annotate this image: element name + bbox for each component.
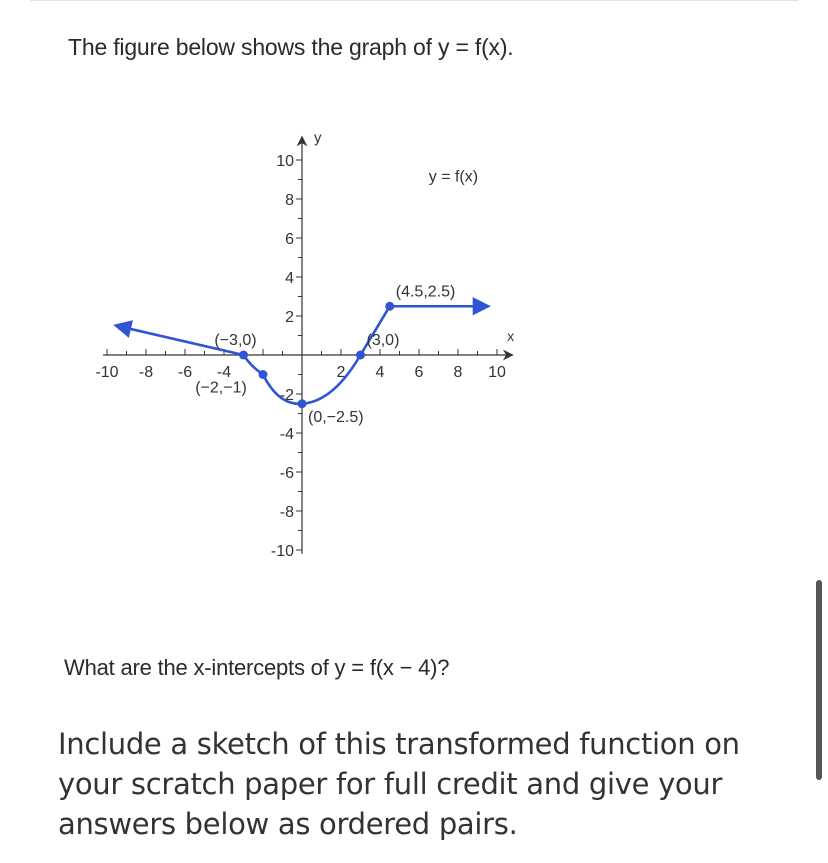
y-tick-label: 6: [285, 231, 294, 248]
x-tick-label: 10: [488, 364, 506, 381]
question-text: What are the x-intercepts of y = f(x − 4)?: [64, 655, 450, 680]
y-axis-label: y: [314, 129, 322, 147]
y-tick-label: 8: [285, 192, 294, 209]
y-tick-label: 4: [285, 270, 294, 287]
y-tick-label: -4: [279, 426, 294, 443]
y-tick-label: -10: [270, 543, 294, 560]
x-tick-label: 4: [375, 364, 385, 381]
key-point-label: (4.5,2.5): [395, 283, 456, 301]
key-point: [385, 302, 394, 311]
y-tick-label: 2: [285, 309, 294, 326]
x-tick-label: 8: [453, 364, 463, 381]
y-tick-label: 10: [276, 153, 294, 170]
key-point: [239, 351, 248, 360]
function-graph: [82, 125, 542, 565]
x-tick-label: 6: [414, 364, 424, 381]
graph-svg: [82, 125, 542, 565]
x-tick-label: -10: [95, 364, 119, 381]
x-axis-label: x: [507, 328, 515, 344]
instructions-text: Include a sketch of this transformed function on your scratch paper for full credit and give your answers below as ordered pairs.: [58, 727, 740, 841]
key-point: [298, 399, 307, 408]
intro-text: The figure below shows the graph of y = f(x).: [68, 34, 514, 60]
key-point-label: (0,−2.5): [308, 408, 364, 426]
y-tick-label: -2: [279, 387, 294, 404]
x-tick-label: -8: [138, 364, 154, 381]
y-tick-label: -8: [279, 504, 294, 521]
x-tick-label: 2: [336, 364, 346, 381]
x-tick-label: -4: [216, 364, 232, 381]
top-divider: [30, 0, 798, 1]
x-tick-label: -6: [177, 364, 193, 381]
scrollbar-thumb[interactable]: [816, 580, 822, 780]
series-label: y = f(x): [428, 168, 479, 186]
key-point-label: (−3,0): [214, 332, 257, 349]
key-point: [356, 351, 365, 360]
key-point-label: (3,0): [366, 332, 400, 349]
y-tick-label: -6: [279, 465, 294, 482]
key-point-label: (−2,−1): [195, 379, 247, 397]
key-point: [259, 370, 268, 379]
